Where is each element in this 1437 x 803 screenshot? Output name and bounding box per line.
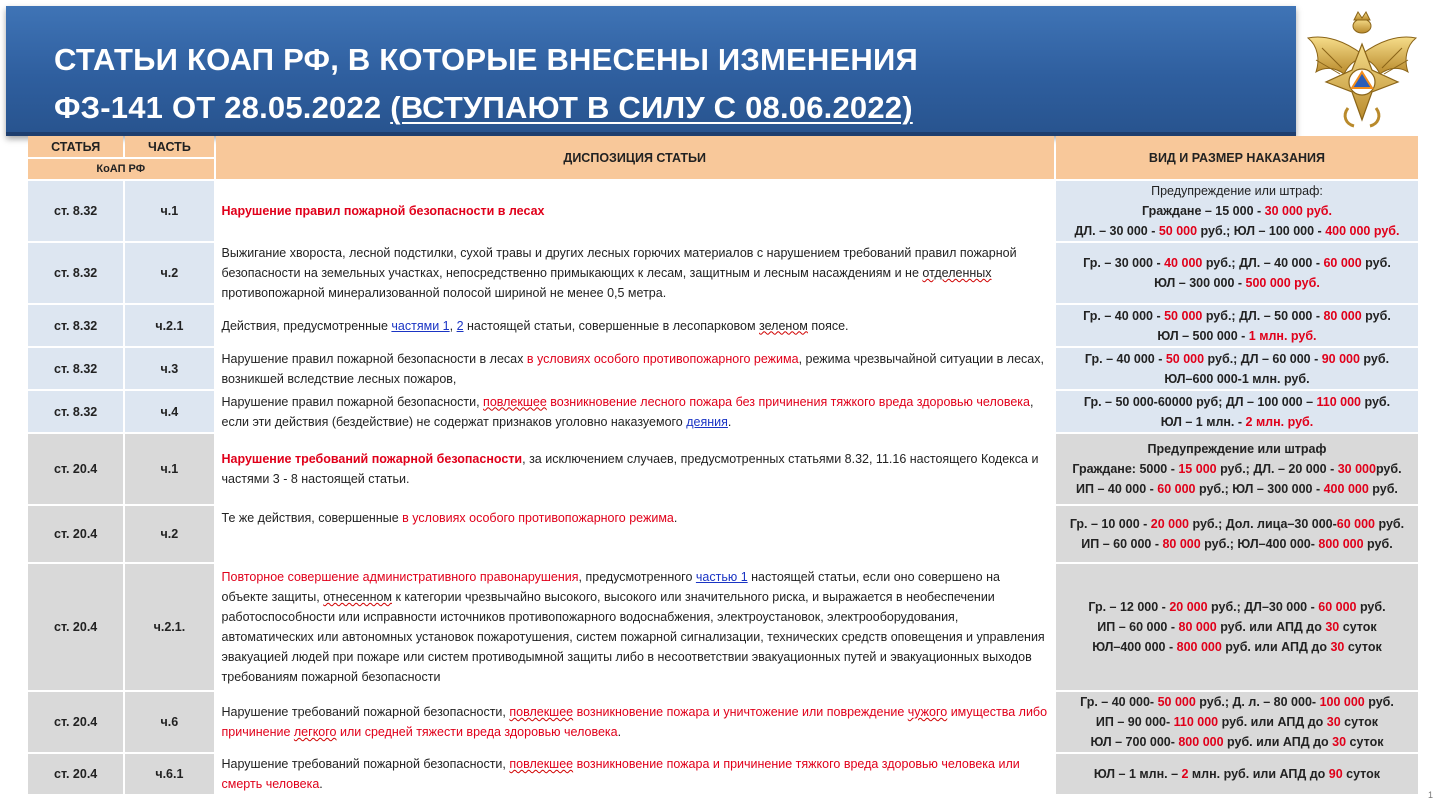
penalty-cell: Гр. – 50 000-60000 руб; ДЛ – 100 000 – 110 000 руб. ЮЛ – 1 млн. - 2 млн. руб. — [1056, 391, 1418, 432]
header-disposition: ДИСПОЗИЦИЯ СТАТЬИ — [216, 136, 1054, 179]
title-banner — [6, 6, 1296, 136]
table-row — [28, 348, 1418, 389]
part-cell: ч.6.1 — [125, 754, 213, 794]
header-penalty: ВИД И РАЗМЕР НАКАЗАНИЯ — [1056, 136, 1418, 179]
title-line-1: СТАТЬИ КОАП РФ, В КОТОРЫЕ ВНЕСЕНЫ ИЗМЕНЕНИЯ — [54, 42, 918, 77]
article-cell: ст. 8.32 — [28, 181, 123, 241]
header-koap: КоАП РФ — [28, 159, 214, 179]
article-cell: ст. 20.4 — [28, 692, 123, 752]
penalty-cell: Гр. – 40 000- 50 000 руб.; Д. л. – 80 000- 100 000 руб. ИП – 90 000- 110 000 руб. или АПД до 30 суток ЮЛ – 700 000- 800 000 руб. или АПД до 30 суток — [1056, 692, 1418, 752]
table-row — [28, 692, 1418, 752]
link-parts-1[interactable]: частями 1 — [391, 318, 450, 333]
amendments-table — [26, 134, 1420, 796]
disposition-cell: Те же действия, совершенные в условиях особого противопожарного режима. — [216, 506, 1054, 562]
page-number: 1 — [1427, 790, 1433, 800]
part-cell: ч.2 — [125, 243, 213, 303]
part-cell: ч.3 — [125, 348, 213, 389]
emchs-emblem-icon — [1302, 8, 1422, 130]
disposition-cell: Нарушение требований пожарной безопасности, повлекшее возникновение пожара и уничтожение или повреждение чужого имущества либо причинение легкого или средней тяжести вреда здоровью человека. — [216, 692, 1054, 752]
part-cell: ч.2 — [125, 506, 213, 562]
part-cell: ч.2.1 — [125, 305, 213, 346]
disposition-cell: Действия, предусмотренные частями 1, 2 настоящей статьи, совершенные в лесопарковом зеленом поясе. — [216, 305, 1054, 346]
article-cell: ст. 8.32 — [28, 305, 123, 346]
disposition-cell: Нарушение правил пожарной безопасности в лесах в условиях особого противопожарного режима, режима чрезвычайной ситуации в лесах, возникшей вследствие лесных пожаров, — [216, 348, 1054, 389]
part-cell: ч.1 — [125, 181, 213, 241]
part-cell: ч.2.1. — [125, 564, 213, 690]
header-article: СТАТЬЯ — [28, 136, 123, 157]
title-line-2 — [54, 90, 913, 126]
penalty-cell: ЮЛ – 1 млн. – 2 млн. руб. или АПД до 90 суток — [1056, 754, 1418, 794]
table-row — [28, 506, 1418, 562]
disposition-cell: Нарушение требований пожарной безопасности, повлекшее возникновение пожара и причинение тяжкого вреда здоровью человека или смерть человека. — [216, 754, 1054, 794]
part-cell: ч.1 — [125, 434, 213, 504]
link-part-2[interactable]: 2 — [456, 318, 464, 333]
table-row — [28, 305, 1418, 346]
header-part: ЧАСТЬ — [125, 136, 213, 157]
table-row — [28, 754, 1418, 794]
article-cell: ст. 20.4 — [28, 506, 123, 562]
disposition-cell: Нарушение правил пожарной безопасности, повлекшее возникновение лесного пожара без причинения тяжкого вреда здоровью человека, если эти действия (бездействие) не содержат признаков уголовно наказуемого деяния. — [216, 391, 1054, 432]
table-row — [28, 564, 1418, 690]
penalty-cell: Гр. – 40 000 - 50 000 руб.; ДЛ. – 50 000 - 80 000 руб. ЮЛ – 500 000 - 1 млн. руб. — [1056, 305, 1418, 346]
penalty-cell: Предупреждение или штраф Граждане: 5000 - 15 000 руб.; ДЛ. – 20 000 - 30 000руб. ИП – 40 000 - 60 000 руб.; ЮЛ – 300 000 - 400 000 руб. — [1056, 434, 1418, 504]
table-row — [28, 434, 1418, 504]
penalty-cell: Гр. – 40 000 - 50 000 руб.; ДЛ – 60 000 - 90 000 руб. ЮЛ–600 000-1 млн. руб. — [1056, 348, 1418, 389]
article-cell: ст. 8.32 — [28, 348, 123, 389]
article-cell: ст. 8.32 — [28, 243, 123, 303]
title-law: ФЗ-141 ОТ 28.05.2022 — [54, 90, 382, 125]
article-cell: ст. 20.4 — [28, 434, 123, 504]
table-row — [28, 181, 1418, 241]
article-cell: ст. 20.4 — [28, 564, 123, 690]
part-cell: ч.6 — [125, 692, 213, 752]
title-effective-date: (ВСТУПАЮТ В СИЛУ С 08.06.2022) — [390, 90, 913, 125]
link-deed[interactable]: деяния — [686, 414, 728, 429]
penalty-cell: Гр. – 12 000 - 20 000 руб.; ДЛ–30 000 - 60 000 руб. ИП – 60 000 - 80 000 руб. или АПД до 30 суток ЮЛ–400 000 - 800 000 руб. или АПД до 30 суток — [1056, 564, 1418, 690]
disposition-cell: Нарушение требований пожарной безопасности, за исключением случаев, предусмотренных статьями 8.32, 11.16 настоящего Кодекса и частями 3 - 8 настоящей статьи. — [216, 434, 1054, 504]
disposition-cell: Выжигание хвороста, лесной подстилки, сухой травы и других лесных горючих материалов с нарушением требований правил пожарной безопасности на земельных участках, непосредственно примыкающих к лесам, защитным и лесным насаждениям и не отделенных противопожарной минерализованной полосой шириной не менее 0,5 метра. — [216, 243, 1054, 303]
penalty-cell: Предупреждение или штраф: Граждане – 15 000 - 30 000 руб. ДЛ. – 30 000 - 50 000 руб.; ЮЛ – 100 000 - 400 000 руб. — [1056, 181, 1418, 241]
part-cell: ч.4 — [125, 391, 213, 432]
table-row — [28, 243, 1418, 303]
disposition-cell: Повторное совершение административного правонарушения, предусмотренного частью 1 настоящей статьи, если оно совершено на объекте защиты, отнесенном к категории чрезвычайно высокого, высокого или значительного риска, и выражается в необеспечении работоспособности или исправности источников противопожарного водоснабжения, электроустановок, электрооборудования, автоматических или автономных установок пожаротушения, систем пожарной сигнализации, технических средств оповещения и управления эвакуацией людей при пожаре или систем противодымной защиты либо в несоответствии эвакуационных путей и эвакуационных выходов требованиям пожарной безопасности — [216, 564, 1054, 690]
penalty-cell: Гр. – 30 000 - 40 000 руб.; ДЛ. – 40 000 - 60 000 руб. ЮЛ – 300 000 - 500 000 руб. — [1056, 243, 1418, 303]
disposition-cell: Нарушение правил пожарной безопасности в лесах — [216, 181, 1054, 241]
table-row — [28, 391, 1418, 432]
penalty-cell: Гр. – 10 000 - 20 000 руб.; Дол. лица–30 000-60 000 руб. ИП – 60 000 - 80 000 руб.; ЮЛ–400 000- 800 000 руб. — [1056, 506, 1418, 562]
article-cell: ст. 8.32 — [28, 391, 123, 432]
link-part-1[interactable]: частью 1 — [695, 570, 748, 584]
article-cell: ст. 20.4 — [28, 754, 123, 794]
